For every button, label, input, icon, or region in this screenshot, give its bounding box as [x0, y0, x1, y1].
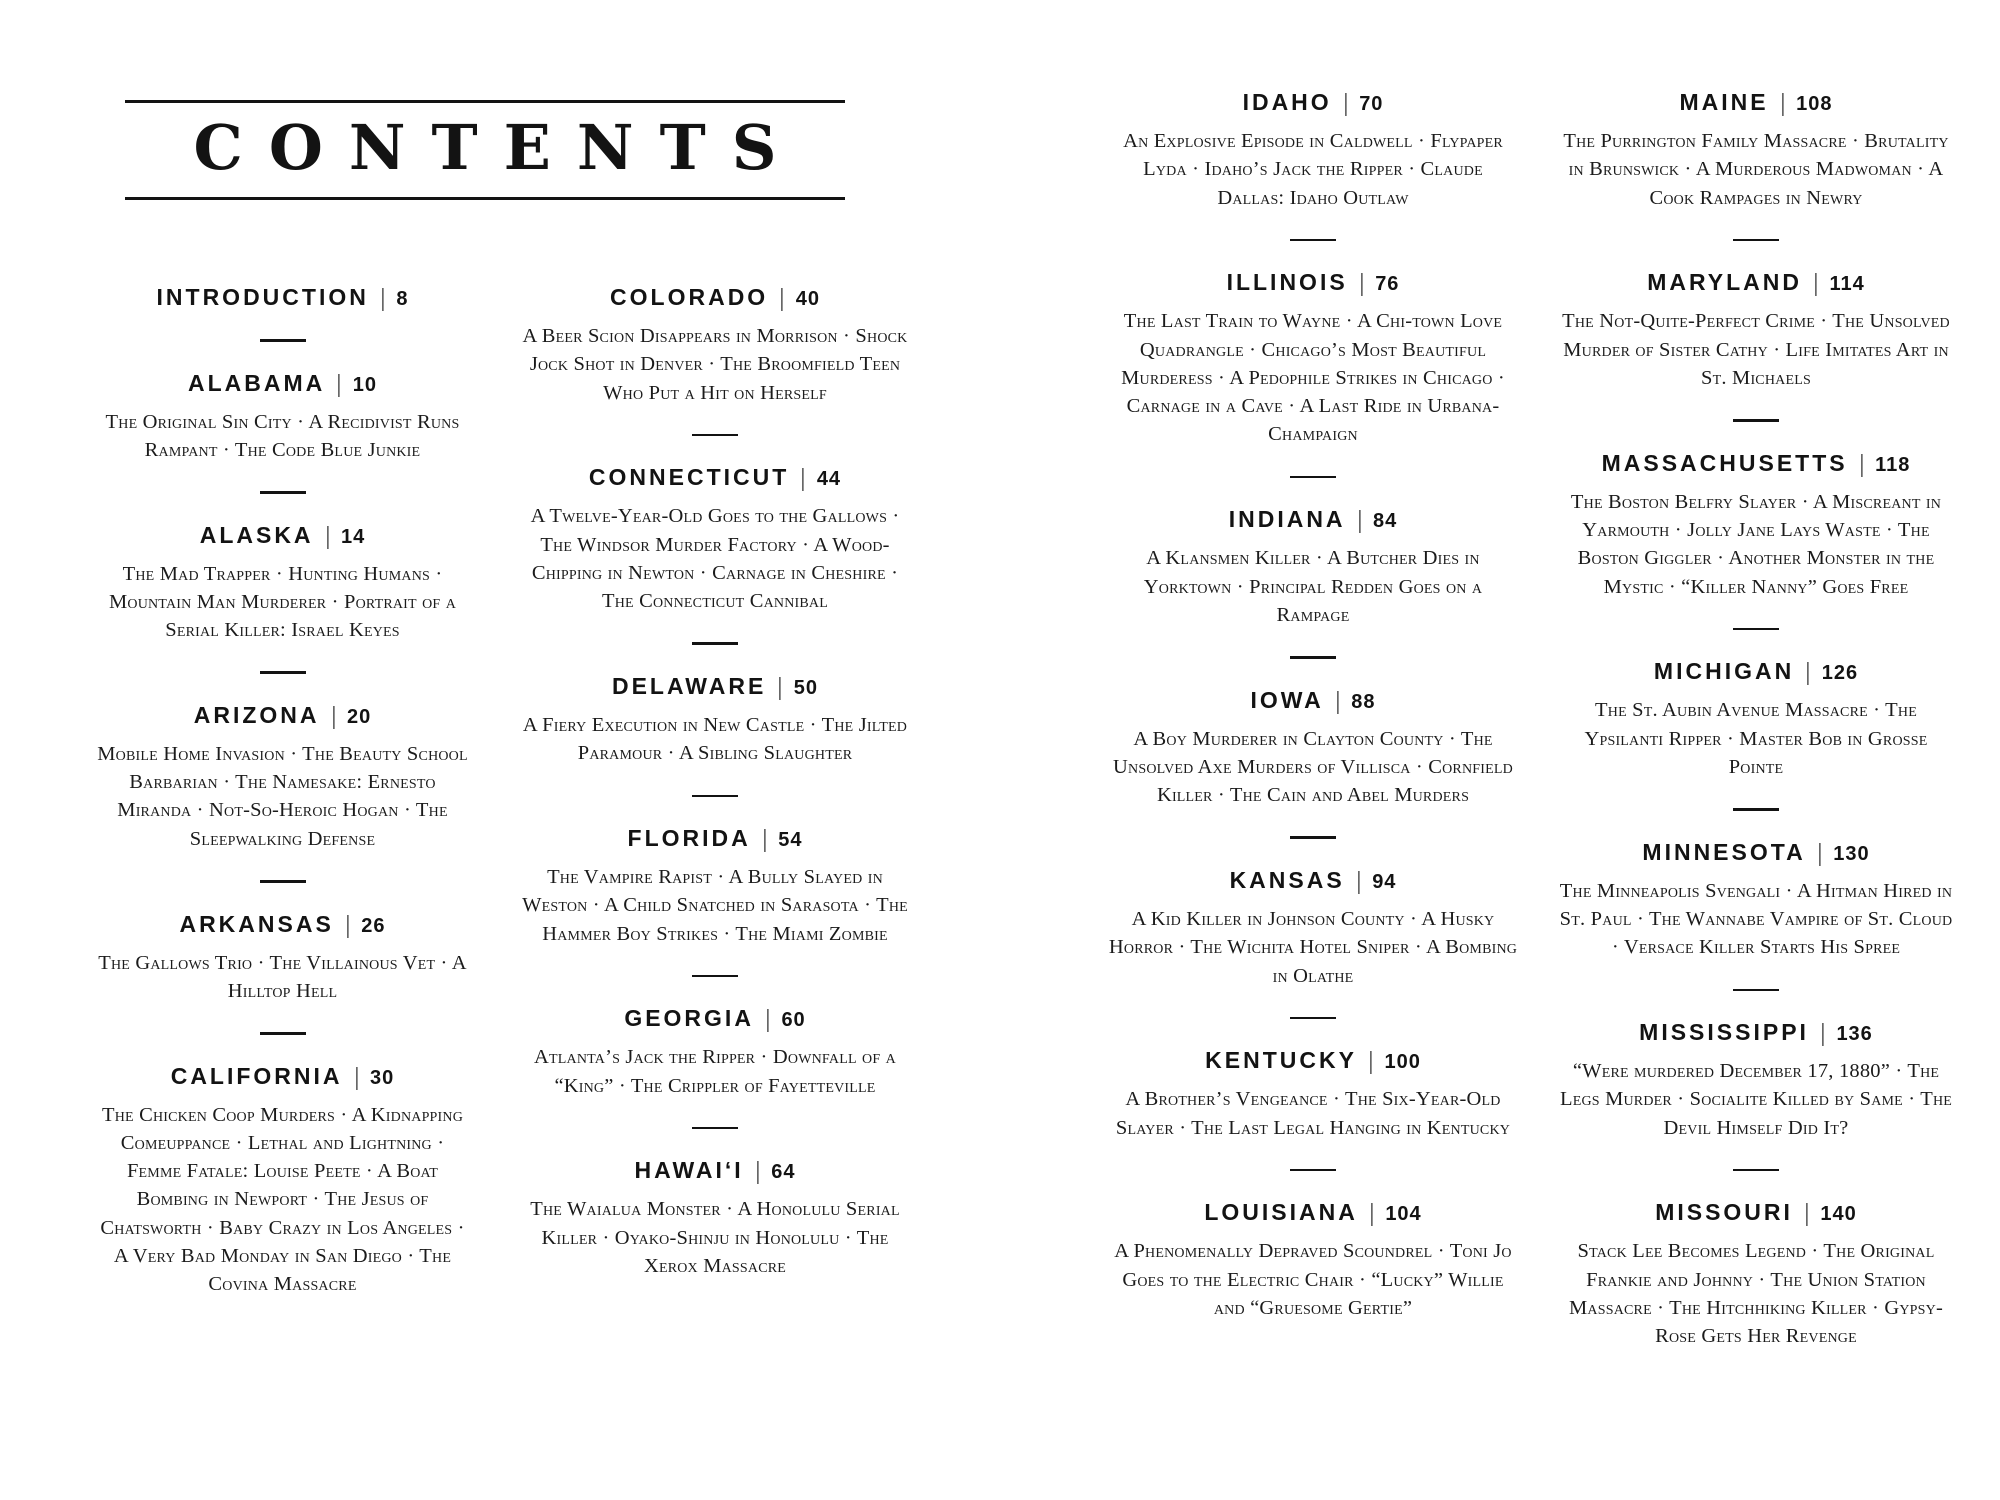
entry-description: A Beer Scion Disappears in Morrison · Shock Jock Shot in Denver · The Broomfield Teen Who Put a Hit on Herself [522, 325, 908, 404]
entry-separator-rule [1290, 476, 1336, 479]
page-number: 84 [1373, 510, 1398, 533]
divider-bar: | [354, 1062, 360, 1091]
divider-bar: | [1357, 506, 1363, 535]
state-name: MINNESOTA [1642, 838, 1806, 865]
divider-bar: | [780, 284, 786, 312]
entry-description: The Chicken Coop Murders · A Kidnapping Comeuppance · Lethal and Lightning · Femme Fatale: Louise Peete · A Boat Bombing in Newport · The Jesus of Chatsworth · Baby Crazy in Los Angeles · A Very Bad Monday in San Diego · The Covina Massacre [100, 1103, 465, 1296]
divider-bar: | [345, 910, 352, 939]
divider-bar: | [337, 369, 343, 398]
state-name: ARIZONA [193, 701, 320, 728]
toc-entry-hawai-i [515, 1156, 915, 1280]
state-name: LOUISIANA [1204, 1199, 1358, 1226]
entry-description: The Vampire Rapist · A Bully Slayed in Weston · A Child Snatched in Sarasota · The Hammer Boy Strikes · The Miami Zombie [522, 866, 908, 945]
entry-separator-rule [692, 975, 738, 978]
entry-separator-rule [1733, 808, 1779, 811]
header-rule-bottom [125, 197, 845, 200]
state-name: FLORIDA [627, 825, 751, 852]
entry-description: The Purrington Family Massacre · Brutality in Brunswick · A Murderous Madwoman · A Cook Rampages in Newry [1563, 130, 1949, 209]
entry-description: A Phenomenally Depraved Scoundrel · Toni Jo Goes to the Electric Chair · “Lucky” Willie and “Gruesome Gertie” [1114, 1240, 1512, 1319]
entry-separator-rule [692, 434, 738, 437]
divider-bar: | [778, 672, 784, 701]
divider-bar: | [755, 1157, 762, 1186]
page-number: 64 [771, 1161, 796, 1184]
state-heading [1108, 88, 1518, 117]
divider-bar: | [801, 464, 807, 493]
page-number: 30 [370, 1066, 395, 1089]
page-number: 136 [1836, 1023, 1873, 1045]
toc-entry-california [95, 1062, 470, 1299]
page-number: 88 [1351, 690, 1376, 713]
toc-entry-missouri [1556, 1198, 1956, 1350]
entry-separator-rule [1290, 1017, 1336, 1020]
state-name: INDIANA [1228, 506, 1346, 533]
state-name: INTRODUCTION [156, 284, 369, 310]
page-number: 94 [1372, 870, 1397, 893]
state-heading [95, 910, 470, 939]
state-heading [1108, 268, 1518, 297]
toc-entry-michigan [1556, 657, 1956, 781]
state-name: KENTUCKY [1205, 1047, 1357, 1074]
toc-entry-connecticut [515, 463, 915, 615]
page-number: 118 [1875, 453, 1911, 476]
entry-description: A Kid Killer in Johnson County · A Husky Horror · The Wichita Hotel Sniper · A Bombing in Olathe [1108, 907, 1518, 987]
divider-bar: | [331, 701, 337, 730]
toc-entry-indiana [1108, 505, 1518, 629]
entry-separator-rule [260, 491, 306, 494]
toc-entry-colorado [515, 283, 915, 407]
toc-column-2 [515, 283, 915, 1299]
toc-entry-massachusetts [1556, 449, 1956, 601]
entry-separator-rule [1733, 239, 1779, 242]
state-name: IDAHO [1242, 89, 1332, 115]
toc-column-3 [1108, 88, 1518, 1350]
divider-bar: | [1369, 1199, 1376, 1228]
page-number: 60 [781, 1009, 806, 1032]
state-heading [95, 1062, 470, 1091]
state-heading [515, 1156, 915, 1185]
page-number: 20 [347, 705, 372, 728]
entry-separator-rule [1290, 836, 1336, 839]
divider-bar: | [1817, 838, 1824, 867]
entry-description: The St. Aubin Avenue Massacre · The Ypsilanti Ripper · Master Bob in Grosse Pointe [1584, 699, 1928, 778]
state-heading [515, 283, 915, 312]
state-name: CONNECTICUT [588, 464, 790, 491]
page-title: CONTENTS [193, 111, 803, 184]
page-number: 26 [361, 914, 386, 937]
entry-description: The Gallows Trio · The Villainous Vet · A Hilltop Hell [98, 951, 467, 1002]
page-number: 50 [793, 676, 819, 699]
entry-description: The Last Train to Wayne · A Chi-town Love Quadrangle · Chicago’s Most Beautiful Murderess · A Pedophile Strikes in Chicago · Carnage in a Cave · A Last Ride in Urbana-Champaign [1121, 310, 1505, 446]
toc-entry-maine [1556, 88, 1956, 212]
page-number: 130 [1833, 842, 1870, 865]
state-heading [1556, 88, 1956, 117]
page-number: 100 [1384, 1051, 1421, 1074]
entry-separator-rule [260, 880, 306, 883]
state-heading [1108, 1046, 1518, 1075]
divider-bar: | [766, 1005, 772, 1034]
state-heading [1108, 866, 1518, 895]
toc-entry-arkansas [95, 910, 470, 1006]
entry-description: Atlanta’s Jack the Ripper · Downfall of a “King” · The Crippler of Fayetteville [534, 1046, 896, 1097]
divider-bar: | [1814, 269, 1820, 298]
state-heading [95, 701, 470, 730]
state-name: MASSACHUSETTS [1601, 449, 1848, 476]
state-name: MISSISSIPPI [1639, 1019, 1809, 1045]
toc-entry-minnesota [1556, 838, 1956, 962]
toc-entry-louisiana [1108, 1198, 1518, 1322]
entry-description: A Twelve-Year-Old Goes to the Gallows · The Windsor Murder Factory · A Wood-Chipping in Newton · Carnage in Cheshire · The Connecticut Cannibal [530, 505, 900, 613]
state-heading [1108, 1198, 1518, 1227]
entry-separator-rule [1733, 419, 1779, 422]
state-heading [515, 824, 915, 853]
entry-description: The Original Sin City · A Recidivist Runs Rampant · The Code Blue Junkie [105, 410, 460, 461]
page-number: 54 [778, 829, 803, 852]
entry-separator-rule [1733, 628, 1779, 631]
toc-entry-illinois [1108, 268, 1518, 448]
toc-entry-kansas [1108, 866, 1518, 990]
state-name: MISSOURI [1655, 1199, 1793, 1226]
state-name: ARKANSAS [179, 910, 334, 937]
toc-entry-georgia [515, 1004, 915, 1100]
right-page-columns [1108, 88, 1956, 1350]
toc-entry-introduction [95, 283, 470, 312]
entry-description: Stack Lee Becomes Legend · The Original Frankie and Johnny · The Union Station Massacre · The Hitchhiking Killer · Gypsy-Rose Gets Her Revenge [1569, 1240, 1943, 1348]
state-name: COLORADO [610, 284, 769, 310]
page-number: 114 [1829, 273, 1865, 296]
state-heading [1556, 449, 1956, 478]
contents-header [125, 100, 845, 200]
divider-bar: | [1805, 1199, 1811, 1228]
entry-description: A Fiery Execution in New Castle · The Jilted Paramour · A Sibling Slaughter [522, 713, 908, 765]
state-name: ILLINOIS [1226, 269, 1348, 296]
divider-bar: | [1359, 269, 1366, 298]
state-name: KANSAS [1229, 866, 1345, 893]
entry-separator-rule [1290, 239, 1336, 242]
toc-entry-delaware [515, 672, 915, 768]
entry-separator-rule [692, 642, 738, 645]
state-heading [1556, 1198, 1956, 1227]
entry-description: An Explosive Episode in Caldwell · Flypaper Lyda · Idaho’s Jack the Ripper · Claude Dallas: Idaho Outlaw [1123, 130, 1503, 209]
entry-separator-rule [260, 671, 306, 674]
page-number: 108 [1796, 93, 1833, 115]
state-name: DELAWARE [611, 672, 767, 699]
divider-bar: | [1859, 449, 1865, 478]
divider-bar: | [1369, 1047, 1375, 1076]
state-heading [515, 463, 915, 492]
state-name: GEORGIA [624, 1005, 754, 1032]
state-heading [1556, 1018, 1956, 1047]
toc-entry-maryland [1556, 268, 1956, 392]
page-number: 126 [1821, 662, 1859, 685]
state-name: MARYLAND [1647, 269, 1802, 296]
page-number: 140 [1820, 1203, 1857, 1226]
state-heading [1556, 268, 1956, 297]
state-heading [95, 283, 470, 312]
state-name: MICHIGAN [1653, 658, 1795, 685]
entry-separator-rule [692, 1127, 738, 1130]
state-name: CALIFORNIA [170, 1062, 343, 1089]
divider-bar: | [380, 284, 387, 312]
state-name: ALASKA [199, 521, 314, 548]
entry-description: A Brother’s Vengeance · The Six-Year-Old Slayer · The Last Legal Hanging in Kentucky [1115, 1088, 1511, 1139]
entry-separator-rule [1733, 989, 1779, 992]
page-number: 76 [1375, 273, 1400, 296]
divider-bar: | [1343, 89, 1350, 117]
entry-separator-rule [260, 1032, 306, 1035]
state-heading [1108, 686, 1518, 715]
state-heading [1108, 505, 1518, 534]
state-heading [1556, 657, 1956, 686]
entry-description: A Boy Murderer in Clayton County · The Unsolved Axe Murders of Villisca · Cornfield Killer · The Cain and Abel Murders [1113, 727, 1513, 807]
state-name: HAWAI‘I [634, 1157, 744, 1184]
state-name: MAINE [1679, 89, 1769, 115]
divider-bar: | [1356, 866, 1363, 895]
entry-description: The Not-Quite-Perfect Crime · The Unsolved Murder of Sister Cathy · Life Imitates Art in St. Michaels [1562, 310, 1950, 389]
state-heading [95, 369, 470, 398]
state-heading [515, 1004, 915, 1033]
toc-entry-alabama [95, 369, 470, 465]
entry-separator-rule [260, 339, 306, 342]
toc-entry-iowa [1108, 686, 1518, 810]
entry-description: The Boston Belfry Slayer · A Miscreant in Yarmouth · Jolly Jane Lays Waste · The Boston Giggler · Another Monster in the Mystic · “Killer Nanny” Goes Free [1570, 490, 1942, 598]
divider-bar: | [1821, 1019, 1827, 1047]
page-number: 70 [1359, 93, 1384, 115]
page-number: 40 [795, 288, 820, 310]
entry-description: Mobile Home Invasion · The Beauty School Barbarian · The Namesake: Ernesto Miranda · Not-So-Heroic Hogan · The Sleepwalking Defense [97, 742, 468, 850]
state-name: ALABAMA [187, 369, 326, 396]
page-number: 104 [1385, 1203, 1422, 1226]
toc-entry-kentucky [1108, 1046, 1518, 1142]
toc-entry-arizona [95, 701, 470, 853]
entry-description: The Waialua Monster · A Honolulu Serial Killer · Oyako-Shinju in Honolulu · The Xerox Massacre [530, 1198, 900, 1277]
entry-description: The Minneapolis Svengali · A Hitman Hired in St. Paul · The Wannabe Vampire of St. Cloud · Versace Killer Starts His Spree [1559, 879, 1953, 959]
entry-separator-rule [1733, 1169, 1779, 1172]
state-heading [515, 672, 915, 701]
divider-bar: | [1806, 658, 1812, 687]
left-page-columns [95, 283, 915, 1299]
entry-description: “Were murdered December 17, 1880” · The Legs Murder · Socialite Killed by Same · The Devil Himself Did It? [1559, 1060, 1953, 1139]
state-name: IOWA [1250, 686, 1324, 713]
right-page [1000, 0, 2000, 1500]
divider-bar: | [325, 521, 331, 550]
entry-description: A Klansmen Killer · A Butcher Dies in Yorktown · Principal Redden Goes on a Rampage [1143, 547, 1483, 626]
toc-column-1 [95, 283, 470, 1299]
page-number: 8 [396, 288, 409, 310]
entry-description: The Mad Trapper · Hunting Humans · Mountain Man Murderer · Portrait of a Serial Killer: Israel Keyes [108, 562, 457, 642]
state-heading [1556, 838, 1956, 867]
toc-entry-florida [515, 824, 915, 948]
state-heading [95, 521, 470, 550]
toc-entry-mississippi [1556, 1018, 1956, 1142]
divider-bar: | [762, 825, 769, 854]
toc-entry-idaho [1108, 88, 1518, 212]
entry-separator-rule [692, 795, 738, 798]
divider-bar: | [1780, 89, 1786, 117]
entry-separator-rule [1290, 656, 1336, 659]
divider-bar: | [1335, 686, 1342, 715]
page-number: 10 [352, 373, 377, 396]
toc-entry-alaska [95, 521, 470, 645]
page-number: 14 [341, 525, 366, 548]
entry-separator-rule [1290, 1169, 1336, 1172]
page-number: 44 [816, 468, 842, 491]
toc-column-4 [1556, 88, 1956, 1350]
